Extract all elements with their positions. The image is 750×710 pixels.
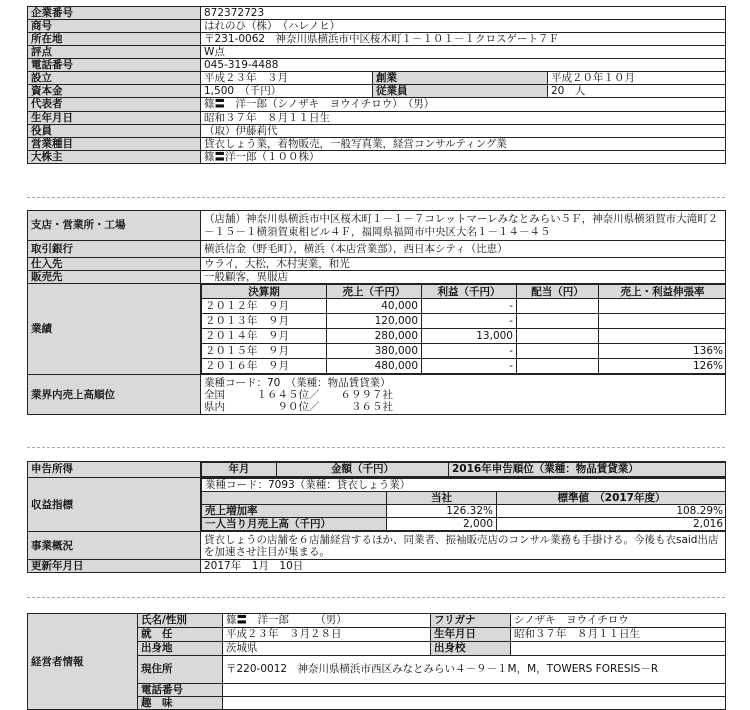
label-company-number: 企業番号 — [28, 7, 201, 20]
value-officer: （取）伊藤莉代 — [201, 124, 726, 137]
perf-period: ２０１４年 ９月 — [202, 329, 327, 344]
value-name-gender: 篠〓 洋一郎 （男） — [223, 614, 431, 628]
value-updated: 2017年 1月 10日 — [201, 560, 726, 573]
label-hobby: 趣 味 — [138, 697, 223, 710]
perf-sales: 280,000 — [327, 329, 422, 344]
label-kana: フリガナ — [431, 614, 511, 628]
value-residence: 〒220-0012 神奈川県横浜市西区みなとみらい４－９－１M，M，TOWERS FORESIS－R — [223, 656, 726, 684]
ranking-code: 業種コード：70 （業種：物品賃貸業） — [204, 376, 391, 389]
label-founded: 創業 — [373, 72, 548, 85]
income-cell — [201, 462, 726, 478]
table-row — [202, 329, 726, 344]
label-performance: 業績 — [28, 284, 201, 375]
operations-table — [27, 210, 726, 415]
income-header-rank: 2016年申告順位（業種：物品賃貸業） — [449, 463, 726, 477]
perf-header-dividend: 配当（円） — [517, 285, 599, 299]
value-birthdate: 昭和３７年 ８月１１日生 — [201, 111, 726, 124]
ranking-national: 全国 １６４５位／ ６９９７社 — [204, 388, 393, 401]
label-branches: 支店・営業所・工場 — [28, 211, 201, 241]
perf-sales: 40,000 — [327, 299, 422, 314]
label-profit-index: 収益指標 — [28, 478, 201, 532]
profit-index-header-blank — [202, 492, 387, 505]
profit-index-standard: 2,016 — [497, 518, 726, 531]
perf-growth — [599, 329, 726, 344]
perf-profit: - — [422, 314, 517, 329]
perf-sales: 480,000 — [327, 359, 422, 374]
perf-profit: 13,000 — [422, 329, 517, 344]
perf-profit: - — [422, 344, 517, 359]
table-row — [202, 359, 726, 374]
value-phone: 045-319-4488 — [201, 59, 726, 72]
perf-growth: 126% — [599, 359, 726, 374]
perf-period: ２０１２年 ９月 — [202, 299, 327, 314]
label-manager: 経営者情報 — [28, 614, 138, 710]
label-shareholder: 大株主 — [28, 150, 201, 163]
value-employees: 20 人 — [548, 85, 726, 98]
label-address: 所在地 — [28, 33, 201, 46]
label-origin: 出身地 — [138, 642, 223, 656]
perf-dividend — [517, 359, 599, 374]
label-updated: 更新年月日 — [28, 560, 201, 573]
label-business: 営業種目 — [28, 137, 201, 150]
label-residence: 現住所 — [138, 656, 223, 684]
label-overview: 事業概況 — [28, 532, 201, 560]
label-name-gender: 氏名/性別 — [138, 614, 223, 628]
value-appointed: 平成２３年 ３月２８日 — [223, 628, 431, 642]
table-row — [202, 344, 726, 359]
value-address: 〒231-0062 神奈川県横浜市中区桜木町１－１０１－１クロスゲート７Ｆ — [201, 33, 726, 46]
perf-dividend — [517, 329, 599, 344]
perf-sales: 380,000 — [327, 344, 422, 359]
value-manager-phone — [223, 684, 726, 697]
performance-table — [201, 284, 726, 374]
company-table — [27, 6, 726, 164]
profit-index-company: 2,000 — [387, 518, 497, 531]
value-shareholder: 篠〓洋一郎（１００株） — [201, 150, 726, 163]
perf-growth: 136% — [599, 344, 726, 359]
perf-dividend — [517, 314, 599, 329]
value-capital: 1,500 （千円） — [201, 85, 373, 98]
value-established: 平成２３年 ３月 — [201, 72, 373, 85]
perf-sales: 120,000 — [327, 314, 422, 329]
label-income: 申告所得 — [28, 462, 201, 478]
profit-index-name: 一人当り月売上高（千円） — [202, 518, 387, 531]
label-officer: 役員 — [28, 124, 201, 137]
value-hobby — [223, 697, 726, 710]
label-manager-phone: 電話番号 — [138, 684, 223, 697]
table-row — [202, 314, 726, 329]
label-bank: 取引銀行 — [28, 241, 201, 258]
value-overview: 貸衣しょうの店舗を６店舗経営するほか、同業者、振袖販売店のコンサル業務も手掛ける。今後も衣said出店を加速させ注目が集まる。 — [201, 532, 726, 560]
profit-index-company: 126.32% — [387, 505, 497, 518]
table-row — [202, 518, 726, 531]
profit-index-cell — [201, 478, 726, 532]
label-manager-birth: 生年月日 — [431, 628, 511, 642]
profit-index-header-company: 当社 — [387, 492, 497, 505]
perf-header-profit: 利益（千円） — [422, 285, 517, 299]
label-birthdate: 生年月日 — [28, 111, 201, 124]
profit-index-table — [201, 478, 726, 531]
value-branches: （店舗）神奈川県横浜市中区桜木町１－１－７コレットマーレみなとみらい５Ｆ，神奈川県横須賀市大滝町２－１５－１横須賀東相ビル４Ｆ，福岡県福岡市中央区大名１－１４－４５ — [201, 211, 726, 241]
label-established: 設立 — [28, 72, 201, 85]
profit-index-header-standard: 標準値 （2017年度） — [497, 492, 726, 505]
value-founded: 平成２０年１０月 — [548, 72, 726, 85]
perf-growth — [599, 314, 726, 329]
perf-header-growth: 売上・利益伸張率 — [599, 285, 726, 299]
label-representative: 代表者 — [28, 98, 201, 111]
perf-dividend — [517, 344, 599, 359]
profit-index-name: 売上増加率 — [202, 505, 387, 518]
perf-profit: - — [422, 299, 517, 314]
perf-header-period: 決算期 — [202, 285, 327, 299]
ranking-cell — [201, 375, 726, 415]
section-divider — [27, 197, 725, 198]
label-suppliers: 仕入先 — [28, 258, 201, 271]
perf-period: ２０１５年 ９月 — [202, 344, 327, 359]
value-business: 貸衣しょう業，着物販売，一般写真業，経営コンサルティング業 — [201, 137, 726, 150]
ranking-prefecture: 県内 ９０位／ ３６５社 — [204, 400, 393, 413]
performance-cell — [201, 284, 726, 375]
section-divider — [27, 447, 725, 448]
label-school: 出身校 — [431, 642, 511, 656]
income-header-year: 年月 — [202, 463, 277, 477]
value-origin: 茨城県 — [223, 642, 431, 656]
value-company-number: 872372723 — [201, 7, 726, 20]
value-representative: 篠〓 洋一郎（シノザキ ヨウイチロウ） （男） — [201, 98, 726, 111]
value-kana: シノザキ ヨウイチロウ — [511, 614, 726, 628]
label-trade-name: 商号 — [28, 20, 201, 33]
label-phone: 電話番号 — [28, 59, 201, 72]
perf-period: ２０１３年 ９月 — [202, 314, 327, 329]
perf-profit: - — [422, 359, 517, 374]
label-ranking: 業界内売上高順位 — [28, 375, 201, 415]
table-row — [202, 505, 726, 518]
label-score: 評点 — [28, 46, 201, 59]
table-row — [202, 299, 726, 314]
manager-table — [27, 613, 726, 710]
perf-period: ２０１６年 ９月 — [202, 359, 327, 374]
label-customers: 販売先 — [28, 271, 201, 284]
label-appointed: 就 任 — [138, 628, 223, 642]
value-score: W点 — [201, 46, 726, 59]
income-header-amount: 金額（千円） — [277, 463, 449, 477]
finance-table — [27, 461, 726, 573]
value-trade-name: はれのひ（株） （ハレノヒ） — [201, 20, 726, 33]
value-manager-birth: 昭和３７年 ８月１１日生 — [511, 628, 726, 642]
value-school — [511, 642, 726, 656]
perf-header-sales: 売上（千円） — [327, 285, 422, 299]
profit-index-standard: 108.29% — [497, 505, 726, 518]
perf-dividend — [517, 299, 599, 314]
value-bank: 横浜信金（野毛町），横浜（本店営業部），西日本シティ（比恵） — [201, 241, 726, 258]
perf-growth — [599, 299, 726, 314]
income-table — [201, 462, 726, 477]
label-capital: 資本金 — [28, 85, 201, 98]
value-suppliers: ウライ，大松，木村実業，和光 — [201, 258, 726, 271]
value-customers: 一般顧客，異服店 — [201, 271, 726, 284]
section-divider — [27, 597, 725, 598]
label-employees: 従業員 — [373, 85, 548, 98]
profit-index-code: 業種コード：7093（業種：貸衣しょう業） — [202, 479, 726, 492]
